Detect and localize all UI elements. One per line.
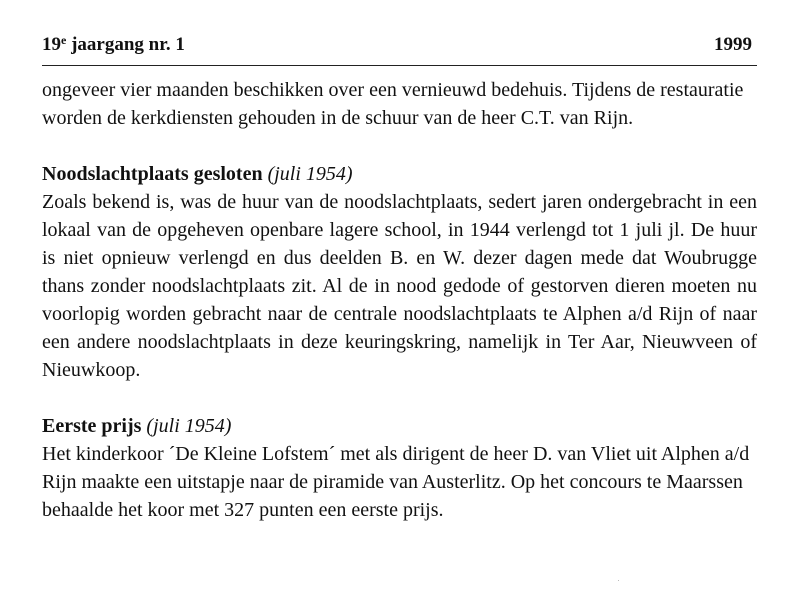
year-label: 1999: [714, 34, 752, 55]
spacer: [42, 132, 757, 160]
issue-superscript: e: [61, 33, 67, 47]
issue-label: [42, 34, 185, 56]
section-title: Eerste prijs: [42, 415, 142, 437]
section-heading-noodslachtplaats: [42, 160, 757, 188]
intro-paragraph: ongeveer vier maanden beschikken over een vernieuwd bedehuis. Tijdens de restauratie worden de kerkdiensten gehouden in de schuur van de heer C.T. van Rijn.: [42, 79, 744, 129]
section-date: (juli 1954): [146, 415, 232, 437]
issue-number: 19: [42, 34, 61, 55]
spacer: [42, 384, 757, 412]
section-body-noodslachtplaats: Zoals bekend is, was de huur van de noodslachtplaats, sedert jaren ondergebracht in een lokaal van de opgeheven openbare lagere school, in 1944 verlengd tot 1 juli jl. De huur is niet opnieuw verlengd en dus deelden B. en W. dezer dagen mede dat Woubrugge thans zonder noodslachtplaats zit. Al de in nood gedode of gestorven dieren moeten nu voorlopig worden gebracht naar de centrale noodslachtplaats te Alphen a/d Rijn of naar een andere noodslachtplaats in deze keuringskring, namelijk in Ter Aar, Nieuwveen of Nieuwkoop.: [42, 191, 757, 381]
header-rule: [42, 65, 757, 66]
article-body: [42, 76, 757, 524]
issue-label-rest: jaargang nr. 1: [66, 34, 185, 55]
scan-speck: [618, 580, 619, 581]
section-body-eerste-prijs: Het kinderkoor ´De Kleine Lofstem´ met als dirigent de heer D. van Vliet uit Alphen a/d Rijn maakte een uitstapje naar de piramide van Austerlitz. Op het concours te Maarssen behaalde het koor met 327 punten een eerste prijs.: [42, 443, 750, 521]
page-header: [42, 30, 752, 60]
section-date: (juli 1954): [267, 163, 353, 185]
section-title: Noodslachtplaats gesloten: [42, 163, 263, 185]
section-heading-eerste-prijs: [42, 412, 757, 440]
